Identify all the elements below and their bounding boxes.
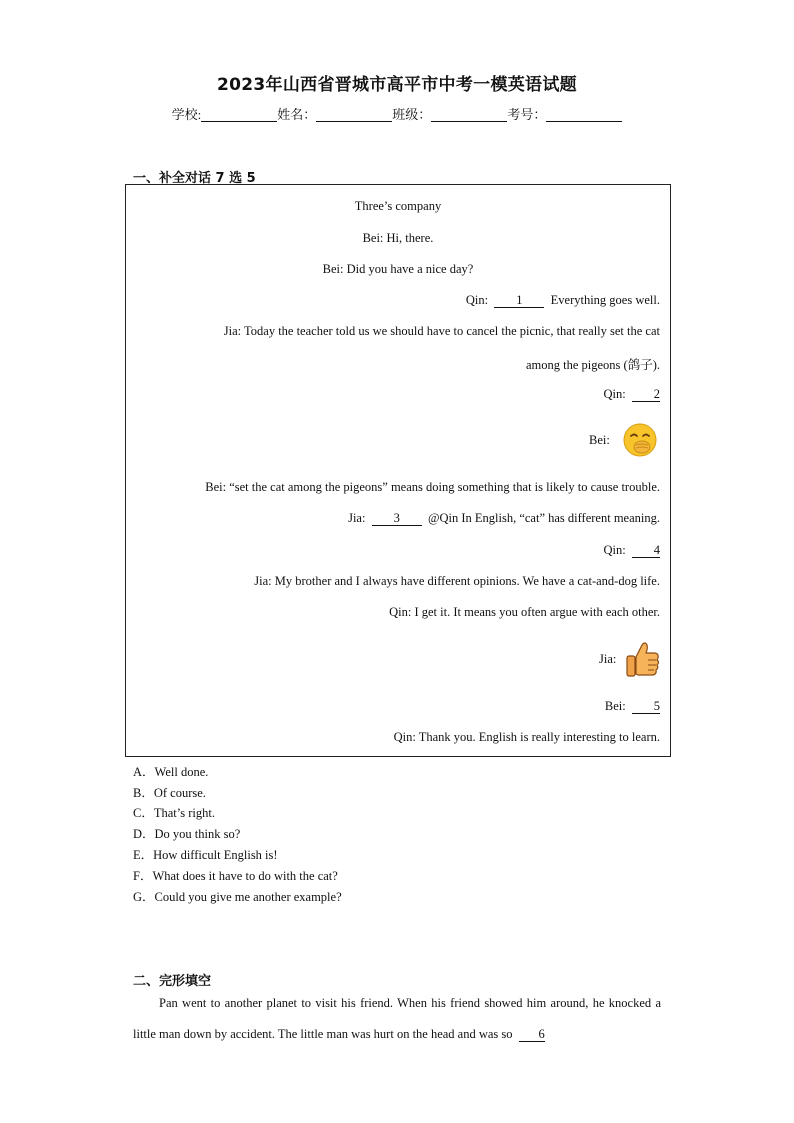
class-blank bbox=[431, 107, 507, 122]
blank-2: 2 bbox=[632, 388, 660, 402]
speaker-bei: Bei: bbox=[604, 699, 626, 713]
option-d bbox=[133, 824, 240, 842]
option-text: That’s right. bbox=[153, 806, 215, 820]
blank-4: 4 bbox=[632, 544, 660, 558]
option-letter: G． bbox=[133, 890, 155, 904]
option-f bbox=[133, 866, 338, 884]
dialogue-line-bei-explain: Bei: “set the cat among the pigeons” means doing something that is likely to cause trouble. bbox=[205, 480, 660, 494]
dialogue-line-jia-3 bbox=[348, 511, 660, 526]
dialogue-line-jia-thumb-label: Jia: bbox=[599, 652, 617, 666]
option-text: How difficult English is! bbox=[153, 848, 278, 862]
dialogue-line-bei-5 bbox=[605, 699, 660, 714]
dialogue-line-jia-1a: Jia: Today the teacher told us we should have to cancel the picnic, that really set the cat bbox=[223, 324, 660, 338]
name-blank bbox=[316, 107, 392, 122]
dialogue-text: @Qin In English, “cat” has different meaning. bbox=[427, 511, 660, 525]
dialogue-line-bei-emoji-label: Bei: bbox=[589, 433, 610, 447]
option-letter: B． bbox=[133, 786, 154, 800]
dialogue-line-bei-day: Bei: Did you have a nice day? bbox=[322, 262, 474, 276]
option-g bbox=[133, 887, 342, 905]
option-e bbox=[133, 845, 278, 863]
option-c bbox=[133, 803, 215, 821]
option-text: Of course. bbox=[153, 786, 206, 800]
page-title: 2023年山西省晋城市高平市中考一模英语试题 bbox=[217, 75, 577, 95]
dialogue-line-bei-hi: Bei: Hi, there. bbox=[362, 231, 434, 245]
dialogue-text: Everything goes well. bbox=[550, 293, 660, 307]
blank-6: 6 bbox=[519, 1028, 545, 1042]
dialogue-line-jia-brother: Jia: My brother and I always have different opinions. We have a cat-and-dog life. bbox=[254, 574, 660, 588]
option-letter: D． bbox=[133, 827, 155, 841]
dialogue-line-qin-get: Qin: I get it. It means you often argue with each other. bbox=[389, 605, 660, 619]
dialogue-line-jia-1b: among the pigeons (鸽子). bbox=[525, 358, 660, 372]
section-2-heading: 二、完形填空 bbox=[133, 974, 212, 989]
speaker-qin: Qin: bbox=[465, 293, 489, 307]
blank-5: 5 bbox=[632, 700, 660, 714]
student-info-row bbox=[0, 104, 794, 123]
dialogue-line-qin-1 bbox=[466, 293, 660, 308]
exam-no-label: 考号： bbox=[507, 107, 547, 122]
blank-3: 3 bbox=[372, 512, 422, 526]
option-text: What does it have to do with the cat? bbox=[152, 869, 338, 883]
dialogue-line-qin-thanks: Qin: Thank you. English is really interesting to learn. bbox=[393, 730, 660, 744]
option-b bbox=[133, 783, 206, 801]
thumbs-up-icon bbox=[624, 639, 662, 679]
speaker-jia: Jia: bbox=[348, 511, 366, 525]
name-label: 姓名： bbox=[277, 107, 317, 122]
blank-1: 1 bbox=[494, 294, 544, 308]
exam-no-blank bbox=[546, 107, 622, 122]
speaker-qin: Qin: bbox=[603, 543, 626, 557]
option-text: Well done. bbox=[154, 765, 209, 779]
cloze-paragraph bbox=[133, 988, 661, 1050]
option-text: Do you think so? bbox=[154, 827, 241, 841]
option-a bbox=[133, 762, 208, 780]
class-label: 班级： bbox=[392, 107, 432, 122]
school-label: 学校: bbox=[171, 107, 202, 122]
option-text: Could you give me another example? bbox=[154, 890, 342, 904]
option-letter: E． bbox=[133, 848, 154, 862]
option-letter: C． bbox=[133, 806, 154, 820]
speaker-qin: Qin: bbox=[603, 387, 626, 401]
dialogue-line-qin-2 bbox=[604, 387, 660, 402]
cloze-text: Pan went to another planet to visit his friend. When his friend showed him around, he knocked a little man down by accident. The little man was hurt on the head and was so bbox=[133, 996, 661, 1041]
dialogue-line-qin-4 bbox=[604, 543, 660, 558]
section-1-heading: 一、补全对话 7 选 5 bbox=[133, 171, 256, 186]
dialogue-title: Three’s company bbox=[354, 199, 442, 213]
laughing-face-emoji-icon bbox=[622, 422, 658, 458]
option-letter: F． bbox=[133, 869, 153, 883]
option-letter: A． bbox=[133, 765, 155, 779]
school-blank bbox=[201, 107, 277, 122]
